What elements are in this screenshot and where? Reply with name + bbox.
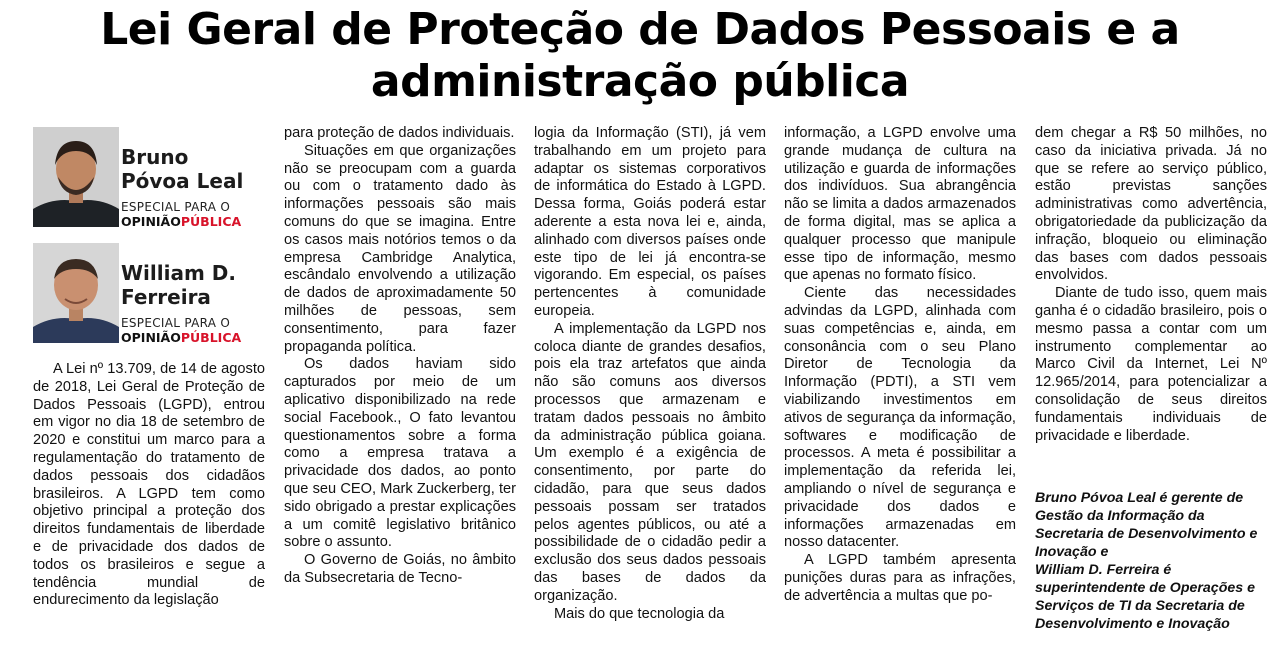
author-last-name: Ferreira	[121, 285, 211, 309]
author-name-william	[121, 261, 236, 309]
headline-line-2: administração pública	[370, 56, 910, 107]
especial-para-label: ESPECIAL PARA O	[121, 316, 231, 330]
paragraph: logia da Informação (STI), já vem trabalhando em um projeto para adaptar os sistemas corporativos de informática do Estado à LGPD. Dessa forma, Goiás poderá estar aderente a esta nova lei e, ainda, alinhado com diversos países onde este tipo de lei já encontra-se vigorando. Em especial, os países pertencentes à comunidade europeia.	[534, 125, 766, 319]
paragraph: para proteção de dados individuais.	[284, 125, 515, 141]
article-column-5	[1035, 125, 1267, 445]
paragraph: Ciente das necessidades advindas da LGPD, alinhada com suas competências e, ainda, em consonância com o seu Plano Diretor de Tecnologia da Informação (PDTI), a STI vem viabilizando investimentos em ativos de segurança da informação, softwares e modificação de processos. A meta é possibilitar a implementação da referida lei, ampliando o nível de segurança e privacidade dos dados e informações armazenadas em nosso datacenter.	[784, 285, 1016, 551]
author-credits	[1035, 489, 1267, 633]
paragraph: informação, a LGPD envolve uma grande mudança de cultura na utilização e guarda de informações dos indivíduos. Sua abrangência não se limita a dados armazenados de forma digital, mas se aplica a qualquer processo que manipule esse tipo de informação, mesmo que apenas no formato físico.	[784, 125, 1016, 284]
headline-line-1: Lei Geral de Proteção de Dados Pessoais e a	[100, 4, 1180, 55]
paragraph: Mais do que tecnologia da	[554, 605, 725, 622]
paragraph: A implementação da LGPD nos coloca diante de grandes desafios, pois ela traz artefatos que ainda não são comuns aos diversos processos que armazenam e tratam dados pessoais no âmbito da administração pública goiana. Um exemplo é a exigência de consentimento, por parte do cidadão, para que seus dados pessoais possam ser tratados pelos agentes públicos, ou até a possibilidade de o cidadão pedir a exclusão dos seus dados pessoais das bases de dados da organização.	[534, 320, 766, 604]
logo-publica: PÚBLICA	[180, 330, 242, 345]
author-photo-william	[33, 243, 119, 343]
author-first-name: Bruno	[121, 145, 189, 169]
paragraph: O Governo de Goiás, no âmbito da Subsecretaria de Tecno-	[284, 552, 516, 586]
paragraph: A Lei nº 13.709, de 14 de agosto de 2018, Lei Geral de Proteção de Dados Pessoais (LGPD), entrou em vigor no dia 18 de setembro de 2020 e constitui um marco para a regulamentação do tratamento de dados pessoais dos cidadãos brasileiros. A LGPD tem como objetivo principal a proteção dos direitos fundamentais de liberdade e de privacidade dos dados de todos os brasileiros e segue a tendência mundial de endurecimento da legislação	[33, 361, 265, 609]
credit-line-bruno: Bruno Póvoa Leal é gerente de Gestão da Informação da Secretaria de Desenvolvimento e Inovação e	[1035, 490, 1258, 560]
author-photo-bruno	[33, 127, 119, 227]
author-block-bruno	[33, 127, 265, 227]
author-last-name: Póvoa Leal	[121, 169, 244, 193]
opiniao-publica-logo	[121, 215, 241, 228]
author-name-bruno	[121, 145, 243, 193]
author-first-name: William D.	[121, 261, 236, 285]
author-block-william	[33, 243, 265, 343]
portrait-image	[33, 243, 119, 343]
especial-para-label: ESPECIAL PARA O	[121, 200, 231, 214]
logo-opiniao: OPINIÃO	[121, 214, 181, 229]
credit-line-william: William D. Ferreira é superintendente de Operações e Serviços de TI da Secretaria de Desenvolvimento e Inovação	[1035, 562, 1255, 632]
portrait-image	[33, 127, 119, 227]
paragraph: dem chegar a R$ 50 milhões, no caso da iniciativa privada. Já no que se refere ao serviço público, estão previstas sanções administrativas como advertência, obrigatoriedade da publicização da infração, bloqueio ou eliminação das bases com dados pessoais envolvidos.	[1035, 125, 1267, 284]
logo-publica: PÚBLICA	[180, 214, 242, 229]
article-headline	[0, 4, 1280, 108]
article-column-1	[33, 361, 265, 610]
opiniao-publica-logo	[121, 331, 241, 344]
article-column-4	[784, 125, 1016, 606]
article-column-3	[534, 125, 766, 623]
logo-opiniao: OPINIÃO	[121, 330, 181, 345]
article-column-2	[284, 125, 516, 588]
paragraph: Diante de tudo isso, quem mais ganha é o cidadão brasileiro, pois o mesmo passa a contar com um instrumento complementar ao Marco Civil da Internet, Lei Nº 12.965/2014, para potencializar a consolidação de seus direitos fundamentais individuais de privacidade e liberdade.	[1035, 285, 1267, 444]
paragraph: Os dados haviam sido capturados por meio de um aplicativo disponibilizado na rede social Facebook., O fato levantou questionamentos sobre a forma como a empresa tratava a privacidade dos dados, ao ponto que seu CEO, Mark Zuckerberg, ter sido obrigado a prestar explicações a um comitê legislativo britânico sobre o assunto.	[284, 356, 516, 551]
paragraph: Situações em que organizações não se preocupam com a guarda ou com o tratamento dado às informações pessoais são mais comuns do que se imagina. Entre os casos mais notórios temos o da empresa Cambridge Analytica, escândalo envolvendo a utilização de dados de aproximadamente 50 milhões de pessoas, sem consentimento, para fazer propaganda política.	[284, 142, 516, 355]
paragraph: A LGPD também apresenta punições duras para as infrações, de advertência a multas que po-	[784, 552, 1016, 604]
